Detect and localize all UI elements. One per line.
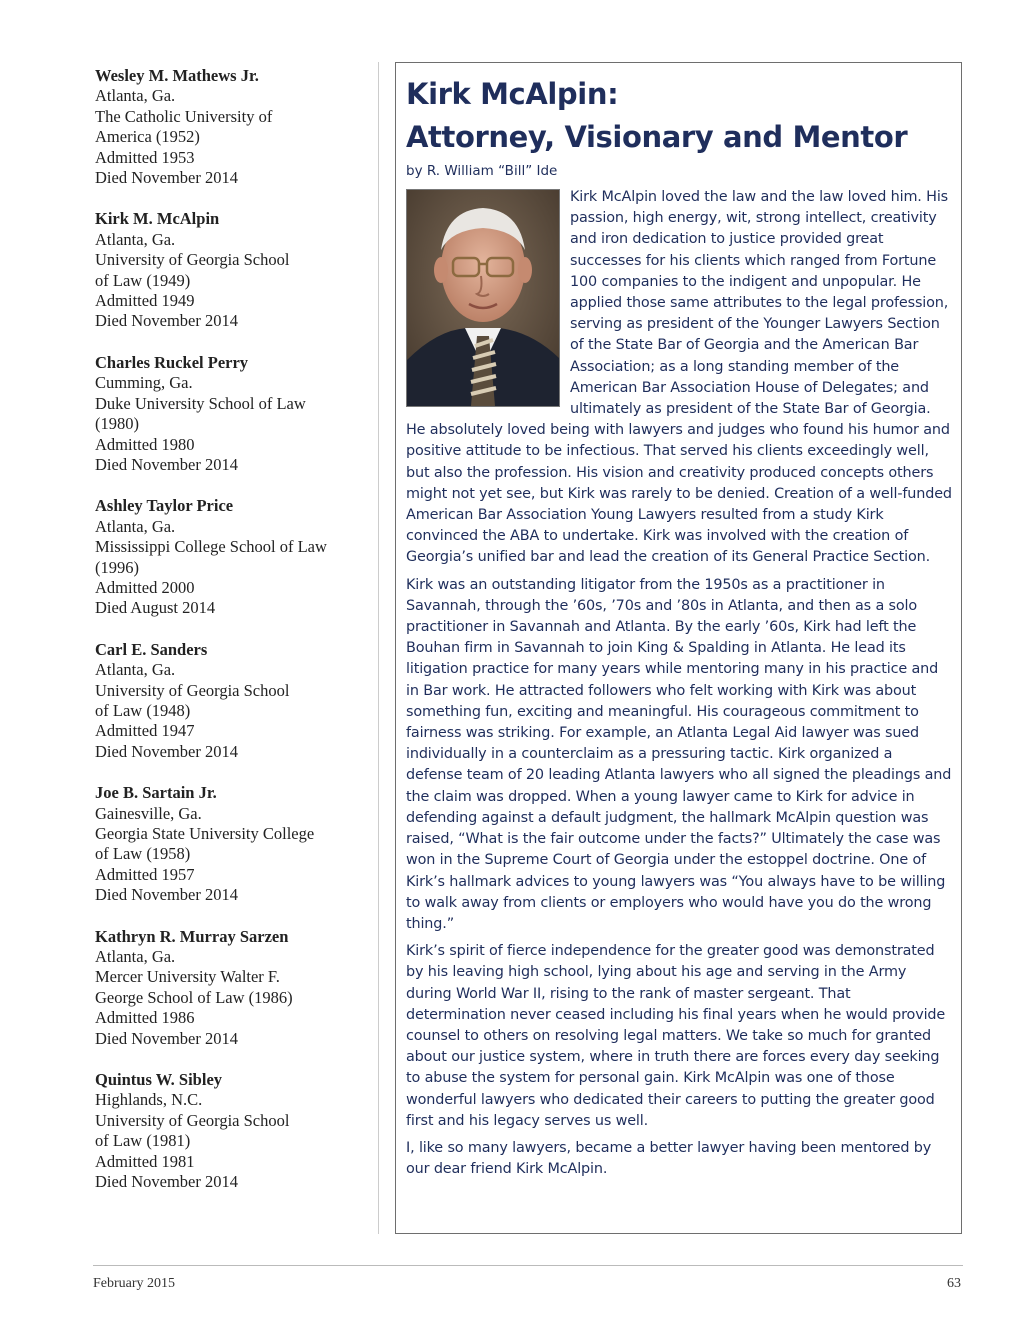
obituary-admitted: Admitted 1980	[95, 434, 195, 454]
obituary-list	[95, 66, 365, 1214]
article-paragraph: Kirk McAlpin loved the law and the law loved him. His passion, high energy, wit, strong intellect, creativity and iron dedication to justice provided great successes for his clients which ranged from Fortune 100 companies to the indigent and unpopular. He applied those same attributes to the legal profession, serving as president of the Younger Lawyers Section of the State Bar of Georgia and the American Bar Association; as a long standing member of the American Bar Association House of Delegates; and ultimately as president of the State Bar of Georgia. He absolutely loved being with lawyers and judges who found his humor and positive attitude to be infectious. That served his clients exceedingly well, but also the profession. His vision and creativity produced concepts others might not yet see, but Kirk was rarely to be denied. Creation of a well-funded American Bar Association Young Lawyers resulted from a study Kirk convinced the ABA to undertake. Kirk was involved with the creation of Georgia’s unified bar and lead the creation of its General Practice Section.	[406, 189, 952, 566]
obituary-died: Died November 2014	[95, 311, 238, 331]
obituary-school: of Law (1949)	[95, 270, 191, 290]
article-title-line-2: Attorney, Visionary and Mentor	[406, 120, 908, 154]
obituary-admitted: Admitted 1949	[95, 291, 195, 311]
obituary-name: Charles Ruckel Perry	[95, 352, 249, 372]
obituary-city: Gainesville, Ga.	[95, 803, 202, 823]
obituary-name: Ashley Taylor Price	[95, 496, 234, 516]
page-number: 63	[947, 1276, 961, 1291]
obituary-school: of Law (1958)	[95, 844, 191, 864]
obituary-entry	[95, 496, 365, 618]
obituary-city: Atlanta, Ga.	[95, 229, 176, 249]
obituary-entry	[95, 66, 365, 188]
obituary-entry	[95, 353, 365, 475]
obituary-died: Died November 2014	[95, 1172, 238, 1192]
obituary-school: America (1952)	[95, 127, 200, 147]
obituary-school: University of Georgia School	[95, 1110, 290, 1130]
obituary-died: Died November 2014	[95, 454, 238, 474]
obituary-admitted: Admitted 1986	[95, 1008, 195, 1028]
obituary-city: Atlanta, Ga.	[95, 660, 176, 680]
obituary-city: Atlanta, Ga.	[95, 516, 176, 536]
obituary-admitted: Admitted 2000	[95, 577, 195, 597]
obituary-school: George School of Law (1986)	[95, 987, 293, 1007]
obituary-school: of Law (1948)	[95, 700, 191, 720]
obituary-school: (1996)	[95, 557, 139, 577]
obituary-school: Duke University School of Law	[95, 393, 306, 413]
footer-date: February 2015	[93, 1276, 176, 1291]
obituary-admitted: Admitted 1953	[95, 147, 195, 167]
column-divider	[378, 62, 379, 1234]
obituary-entry	[95, 783, 365, 905]
obituary-name: Wesley M. Mathews Jr.	[95, 66, 259, 85]
obituary-died: Died November 2014	[95, 168, 238, 188]
obituary-city: Cumming, Ga.	[95, 373, 193, 393]
obituary-admitted: Admitted 1957	[95, 864, 195, 884]
portrait-photo	[406, 189, 560, 407]
portrait-illustration	[407, 190, 559, 406]
article-byline: by R. William “Bill” Ide	[406, 163, 558, 179]
obituary-entry	[95, 927, 365, 1049]
obituary-died: Died August 2014	[95, 598, 216, 618]
obituary-school: University of Georgia School	[95, 250, 290, 270]
article-box	[395, 62, 962, 1234]
obituary-name: Kirk M. McAlpin	[95, 209, 220, 229]
obituary-died: Died November 2014	[95, 885, 238, 905]
obituary-name: Carl E. Sanders	[95, 639, 208, 659]
obituary-died: Died November 2014	[95, 1028, 238, 1048]
obituary-school: Mercer University Walter F.	[95, 967, 280, 987]
obituary-city: Atlanta, Ga.	[95, 947, 176, 967]
article-title-line-1: Kirk McAlpin:	[406, 77, 619, 111]
obituary-school: The Catholic University of	[95, 106, 273, 126]
obituary-city: Atlanta, Ga.	[95, 86, 176, 106]
obituary-school: (1980)	[95, 414, 139, 434]
obituary-city: Highlands, N.C.	[95, 1090, 203, 1110]
obituary-entry	[95, 640, 365, 762]
obituary-name: Kathryn R. Murray Sarzen	[95, 926, 289, 946]
obituary-died: Died November 2014	[95, 741, 238, 761]
obituary-school: of Law (1981)	[95, 1131, 191, 1151]
article-paragraph: Kirk was an outstanding litigator from the 1950s as a practitioner in Savannah, through the ’60s, ’70s and ’80s in Atlanta, and then as a solo practitioner in Savannah and Atlanta. By the early ’60s, Kirk had left the Bouhan firm in Savannah to join King & Spalding in Atlanta. He lead its litigation practice for many years while mentoring many in his practice and in Bar work. He attracted followers who felt working with Kirk was about something fun, exciting and meaningful. His courageous commitment to fairness was striking. For example, an Atlanta Legal Aid lawyer was sued individually in a counterclaim as a pressuring tactic. Kirk organized a defense team of 20 leading Atlanta lawyers who all signed the pleadings and the claim was dropped. When a young lawyer came to Kirk for advice in defending against a default judgment, the hallmark McAlpin question was raised, “What is the fair outcome under the facts?” Ultimately the case was won in the Supreme Court of Georgia under the estoppel doctrine. One of Kirk’s hallmark advices to young lawyers was “You always have to be willing to walk away from clients or employers who would have you do the wrong thing.”	[406, 576, 952, 932]
obituary-school: Georgia State University College	[95, 824, 315, 843]
obituary-entry	[95, 1070, 365, 1192]
obituary-name: Quintus W. Sibley	[95, 1070, 223, 1090]
footer-divider	[93, 1265, 963, 1266]
article-title	[406, 73, 953, 159]
obituary-entry	[95, 209, 365, 331]
obituary-admitted: Admitted 1947	[95, 721, 195, 741]
obituary-school: Mississippi College School of Law	[95, 537, 327, 557]
obituary-name: Joe B. Sartain Jr.	[95, 783, 217, 803]
article-paragraph: I, like so many lawyers, became a better lawyer having been mentored by our dear friend Kirk McAlpin.	[406, 1139, 932, 1178]
obituary-school: University of Georgia School	[95, 680, 290, 700]
obituary-admitted: Admitted 1981	[95, 1151, 195, 1171]
article-paragraph: Kirk’s spirit of fierce independence for the greater good was demonstrated by his leaving high school, lying about his age and serving in the Army during World War II, rising to the rank of master sergeant. That determination never ceased including his final years when he would provide counsel to others on resolving legal matters. We take so much for granted about our justice system, where in truth there are forces every day seeking to abuse the system for personal gain. Kirk McAlpin was one of those wonderful lawyers who dedicated their careers to putting the greater good first and his legacy serves us well.	[406, 943, 946, 1129]
